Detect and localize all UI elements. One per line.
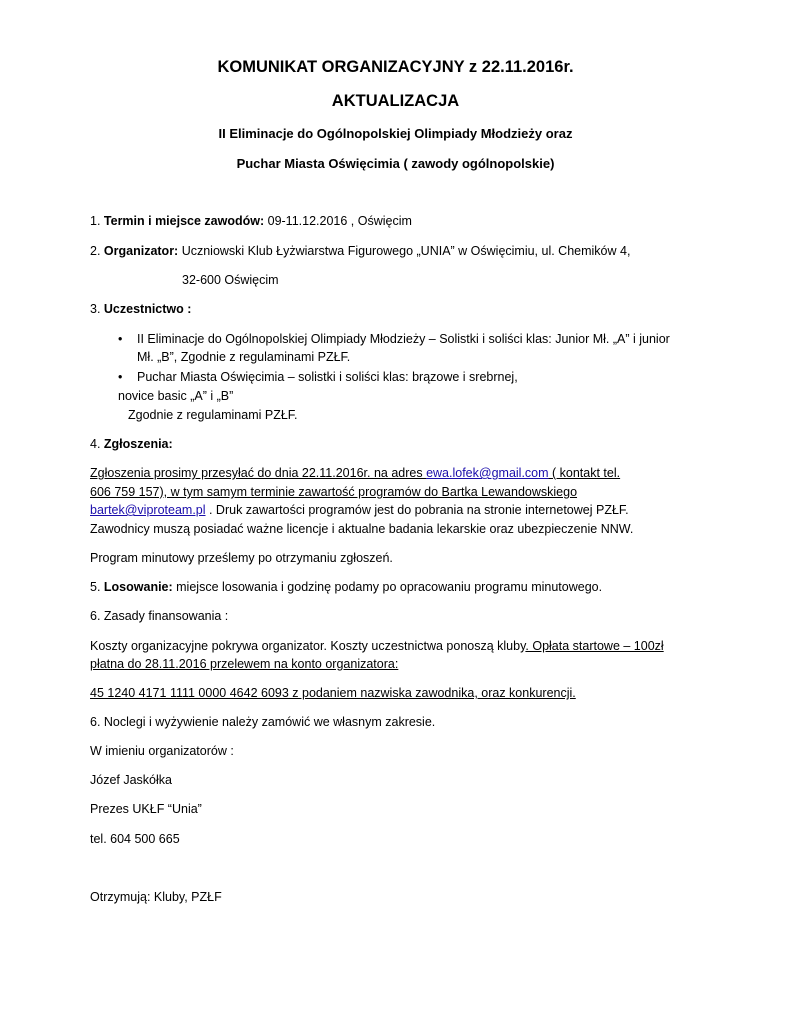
section-6-finance-heading: 6. Zasady finansowania : (90, 609, 229, 623)
registration-text: ( kontakt tel. (548, 466, 621, 480)
document-subtitle: AKTUALIZACJA (331, 92, 460, 110)
section-label: Uczestnictwo : (103, 302, 192, 316)
participation-bullet-2-line-2: novice basic „A” i „B” (118, 389, 234, 403)
registration-line-1 (90, 466, 620, 480)
section-label: Termin i miejsce zawodów: (103, 214, 265, 228)
email-link-bartek[interactable]: bartek@viproteam.pl (90, 503, 206, 517)
participation-bullet-1-line-2: Mł. „B”, Zgodnie z regulaminami PZŁF. (137, 350, 351, 364)
section-number: 4. (90, 437, 104, 451)
signature-phone: tel. 604 500 665 (90, 832, 180, 846)
section-3-participation (90, 302, 191, 316)
bullet-marker: • (118, 370, 123, 384)
section-number: 5. (90, 580, 104, 594)
finance-line-2: płatna do 28.11.2016 przelewem na konto organizatora: (90, 657, 399, 671)
registration-line-2: 606 759 157), w tym samym terminie zawartość programów do Bartka Lewandowskiego (90, 485, 578, 499)
participation-bullet-2-line-1: Puchar Miasta Oświęcimia – solistki i soliści klas: brązowe i srebrnej, (137, 370, 518, 384)
registration-line-4: Zawodnicy muszą posiadać ważne licencje i aktualne badania lekarskie oraz ubezpieczenie NNW. (90, 522, 634, 536)
registration-line-3 (90, 503, 629, 517)
participation-bullet-2-line-3: Zgodnie z regulaminami PZŁF. (128, 408, 298, 422)
section-text: miejsce losowania i godzinę podamy po opracowaniu programu minutowego. (172, 580, 603, 594)
finance-text: Koszty organizacyjne pokrywa organizator. Koszty uczestnictwa ponoszą kluby (90, 639, 526, 653)
event-name-line-2: Puchar Miasta Oświęcimia ( zawody ogólnopolskie) (236, 156, 555, 171)
section-5-draw (90, 580, 602, 594)
section-4-registration (90, 437, 173, 451)
section-text: 09-11.12.2016 , Oświęcim (264, 214, 412, 228)
entry-fee-text: . Opłata startowe – 100zł (525, 639, 664, 653)
signature-intro: W imieniu organizatorów : (90, 744, 234, 758)
finance-line-1 (90, 639, 664, 653)
section-label: Organizator: (103, 244, 179, 258)
section-2-organizer (90, 244, 630, 258)
section-number: 1. (90, 214, 104, 228)
section-text: Uczniowski Klub Łyżwiarstwa Figurowego „UNIA” w Oświęcimiu, ul. Chemików 4, (178, 244, 631, 258)
section-label: Zgłoszenia: (103, 437, 173, 451)
section-accommodation: 6. Noclegi i wyżywienie należy zamówić we własnym zakresie. (90, 715, 436, 729)
organizer-postal-code: 32-600 Oświęcim (182, 273, 279, 287)
bank-account-line: 45 1240 4171 1111 0000 4642 6093 z podaniem nazwiska zawodnika, oraz konkurencji. (90, 686, 576, 700)
registration-text: Zgłoszenia prosimy przesyłać do dnia 22.11.2016r. na adres (90, 466, 427, 480)
section-number: 2. (90, 244, 104, 258)
signature-name: Józef Jaskółka (90, 773, 172, 787)
section-label: Losowanie: (103, 580, 173, 594)
signature-role: Prezes UKŁF “Unia” (90, 802, 202, 816)
recipients: Otrzymują: Kluby, PZŁF (90, 890, 222, 904)
event-name-line-1: II Eliminacje do Ogólnopolskiej Olimpiady Młodzieży oraz (218, 126, 573, 141)
registration-text: . Druk zawartości programów jest do pobrania na stronie internetowej PZŁF. (205, 503, 629, 517)
bullet-marker: • (118, 332, 123, 346)
section-number: 3. (90, 302, 104, 316)
registration-line-5: Program minutowy prześlemy po otrzymaniu zgłoszeń. (90, 551, 393, 565)
participation-bullet-1-line-1: II Eliminacje do Ogólnopolskiej Olimpiady Młodzieży – Solistki i soliści klas: Junior Mł. „A” i junior (137, 332, 670, 346)
email-link-ewa[interactable]: ewa.lofek@gmail.com (426, 466, 549, 480)
section-1-date-place (90, 214, 412, 228)
document-title: KOMUNIKAT ORGANIZACYJNY z 22.11.2016r. (217, 58, 574, 76)
